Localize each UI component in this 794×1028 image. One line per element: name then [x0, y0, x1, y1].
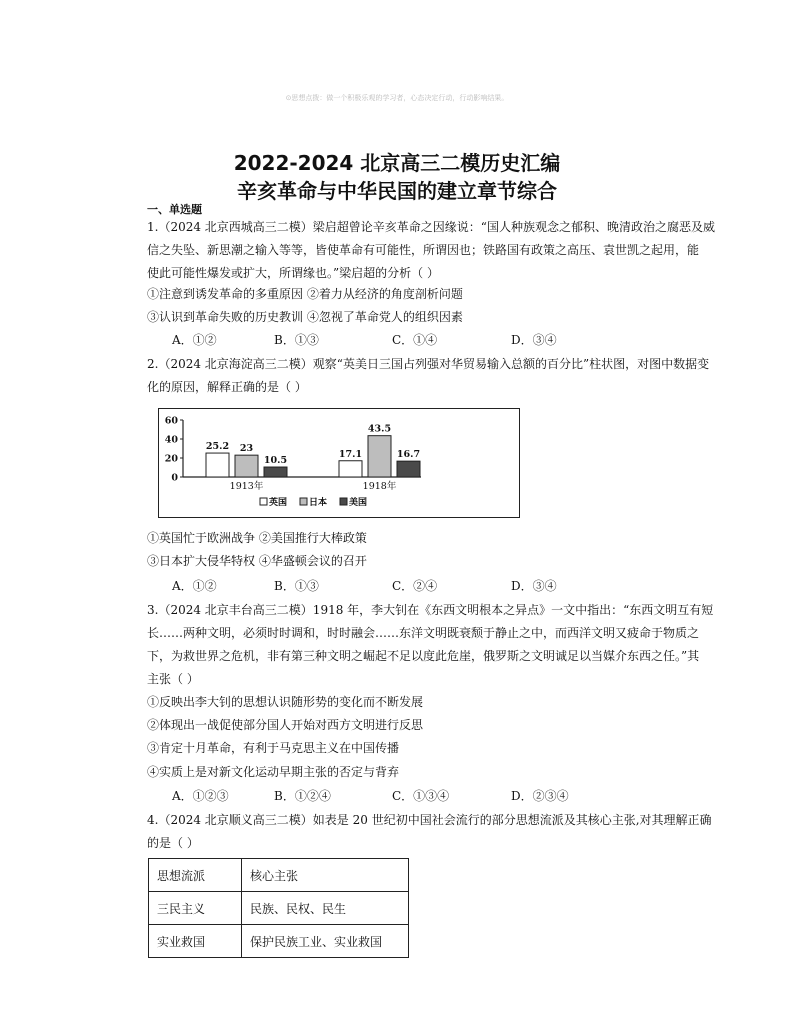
legend-swatch: [260, 498, 267, 505]
thought-schools-table: [148, 858, 409, 958]
y-tick-label: 0: [171, 472, 178, 484]
table-header-row: [149, 859, 409, 892]
bar-日本: [368, 436, 391, 477]
bar-英国: [206, 453, 229, 477]
bar-英国: [339, 461, 362, 477]
q3-stem-line1: 3.（2024 北京丰台高三二模）1918 年，李大钊在《东西文明根本之异点》一文中指出：“东西文明互有短: [147, 603, 714, 617]
table-cell: 保护民族工业、实业救国: [242, 925, 409, 958]
q3-stem-line4: 主张（ ）: [147, 672, 199, 686]
table-cell: 民族、民权、民生: [242, 892, 409, 925]
table-cell: 实业救国: [149, 925, 242, 958]
legend-swatch: [300, 498, 307, 505]
q2-option-a[interactable]: A．①②: [172, 579, 217, 593]
q3-option-c[interactable]: C．①③④: [392, 789, 450, 803]
q3-statement-4: ④实质上是对新文化运动早期主张的否定与背弃: [147, 765, 400, 779]
y-tick-label: 40: [164, 434, 178, 446]
q1-statement-3-4: ③认识到革命失败的历史教训 ④忽视了革命党人的组织因素: [147, 310, 463, 324]
q4-stem-line1: 4.（2024 北京顺义高三二模）如表是 20 世纪初中国社会流行的部分思想流派及其核心主张,对其理解正确: [147, 813, 712, 827]
x-category-label: 1913年: [229, 481, 264, 492]
q1-option-b[interactable]: B．①③: [274, 333, 319, 347]
q3-option-d[interactable]: D．②③④: [511, 789, 569, 803]
table-header-cell: 思想流派: [149, 859, 242, 892]
bar-data-label: 17.1: [338, 448, 363, 460]
q3-option-a[interactable]: A．①②③: [172, 789, 229, 803]
legend-label: 美国: [349, 498, 368, 508]
q2-option-c[interactable]: C．②④: [392, 579, 438, 593]
trade-share-bar-chart: [158, 408, 520, 518]
legend-label: 日本: [309, 498, 328, 508]
q2-stem-line1: 2.（2024 北京海淀高三二模）观察“英美日三国占列强对华贸易输入总额的百分比”柱状图，对图中数据变: [147, 357, 710, 371]
table-header-cell: 核心主张: [242, 859, 409, 892]
q1-option-c[interactable]: C．①④: [392, 333, 438, 347]
y-tick-label: 60: [164, 415, 178, 427]
q1-option-a[interactable]: A．①②: [172, 333, 217, 347]
q4-stem-line2: 的是（ ）: [147, 836, 199, 850]
bar-data-label: 10.5: [263, 455, 288, 467]
q1-stem-line2: 信之失坠、新思潮之输入等等，皆使革命有可能性，所谓因也；铁路国有政策之高压、袁世凯之起用，能: [147, 243, 700, 257]
q3-statement-3: ③肯定十月革命，有利于马克思主义在中国传播: [147, 741, 400, 755]
legend-swatch: [340, 498, 347, 505]
bar-data-label: 23: [239, 443, 254, 455]
x-category-label: 1918年: [362, 481, 397, 492]
table-cell: 三民主义: [149, 892, 242, 925]
bar-data-label: 25.2: [205, 441, 230, 453]
bar-data-label: 16.7: [396, 449, 421, 461]
q3-statement-2: ②体现出一战促使部分国人开始对西方文明进行反思: [147, 718, 424, 732]
bar-美国: [264, 467, 287, 477]
table-row: [149, 925, 409, 958]
document-title-line1: 2022-2024 北京高三二模历史汇编: [233, 151, 561, 175]
q2-option-d[interactable]: D．③④: [511, 579, 557, 593]
q3-statement-1: ①反映出李大钊的思想认识随形势的变化而不断发展: [147, 695, 424, 709]
document-title-line2: 辛亥革命与中华民国的建立章节综合: [237, 179, 557, 203]
q3-option-b[interactable]: B．①②④: [274, 789, 331, 803]
bar-美国: [397, 461, 420, 477]
q1-option-d[interactable]: D．③④: [511, 333, 557, 347]
bar-日本: [235, 455, 258, 477]
q1-stem-line3: 使此可能性爆发或扩大，所谓缘也。”梁启超的分析（ ）: [147, 266, 439, 280]
q2-statement-1-2: ①英国忙于欧洲战争 ②美国推行大棒政策: [147, 531, 367, 545]
bar-data-label: 43.5: [367, 423, 392, 435]
section-heading: 一、单选题: [147, 203, 202, 216]
q2-option-b[interactable]: B．①③: [274, 579, 319, 593]
q3-stem-line2: 长……两种文明，必须时时调和，时时融会……东洋文明既衰颓于静止之中，而西洋文明又疲命于物质之: [147, 626, 700, 640]
y-tick-label: 20: [164, 453, 178, 465]
q2-stem-line2: 化的原因，解释正确的是（ ）: [147, 380, 307, 394]
q1-statement-1-2: ①注意到诱发革命的多重原因 ②着力从经济的角度剖析问题: [147, 287, 463, 301]
header-watermark-note: ⊙思想点拨：做一个积极乐观的学习者，心态决定行动，行动影响结果。: [285, 94, 509, 102]
q3-stem-line3: 下，为救世界之危机，非有第三种文明之崛起不足以度此危崖，俄罗斯之文明诚足以当媒介东西之任。”其: [147, 649, 700, 663]
legend-label: 英国: [269, 498, 288, 508]
q2-statement-3-4: ③日本扩大侵华特权 ④华盛顿会议的召开: [147, 554, 367, 568]
q1-stem-line1: 1.（2024 北京西城高三二模）梁启超曾论辛亥革命之因缘说：“国人种族观念之郁积、晚清政治之腐恶及威: [147, 220, 715, 234]
table-row: [149, 892, 409, 925]
bar-chart-canvas: [159, 409, 519, 517]
